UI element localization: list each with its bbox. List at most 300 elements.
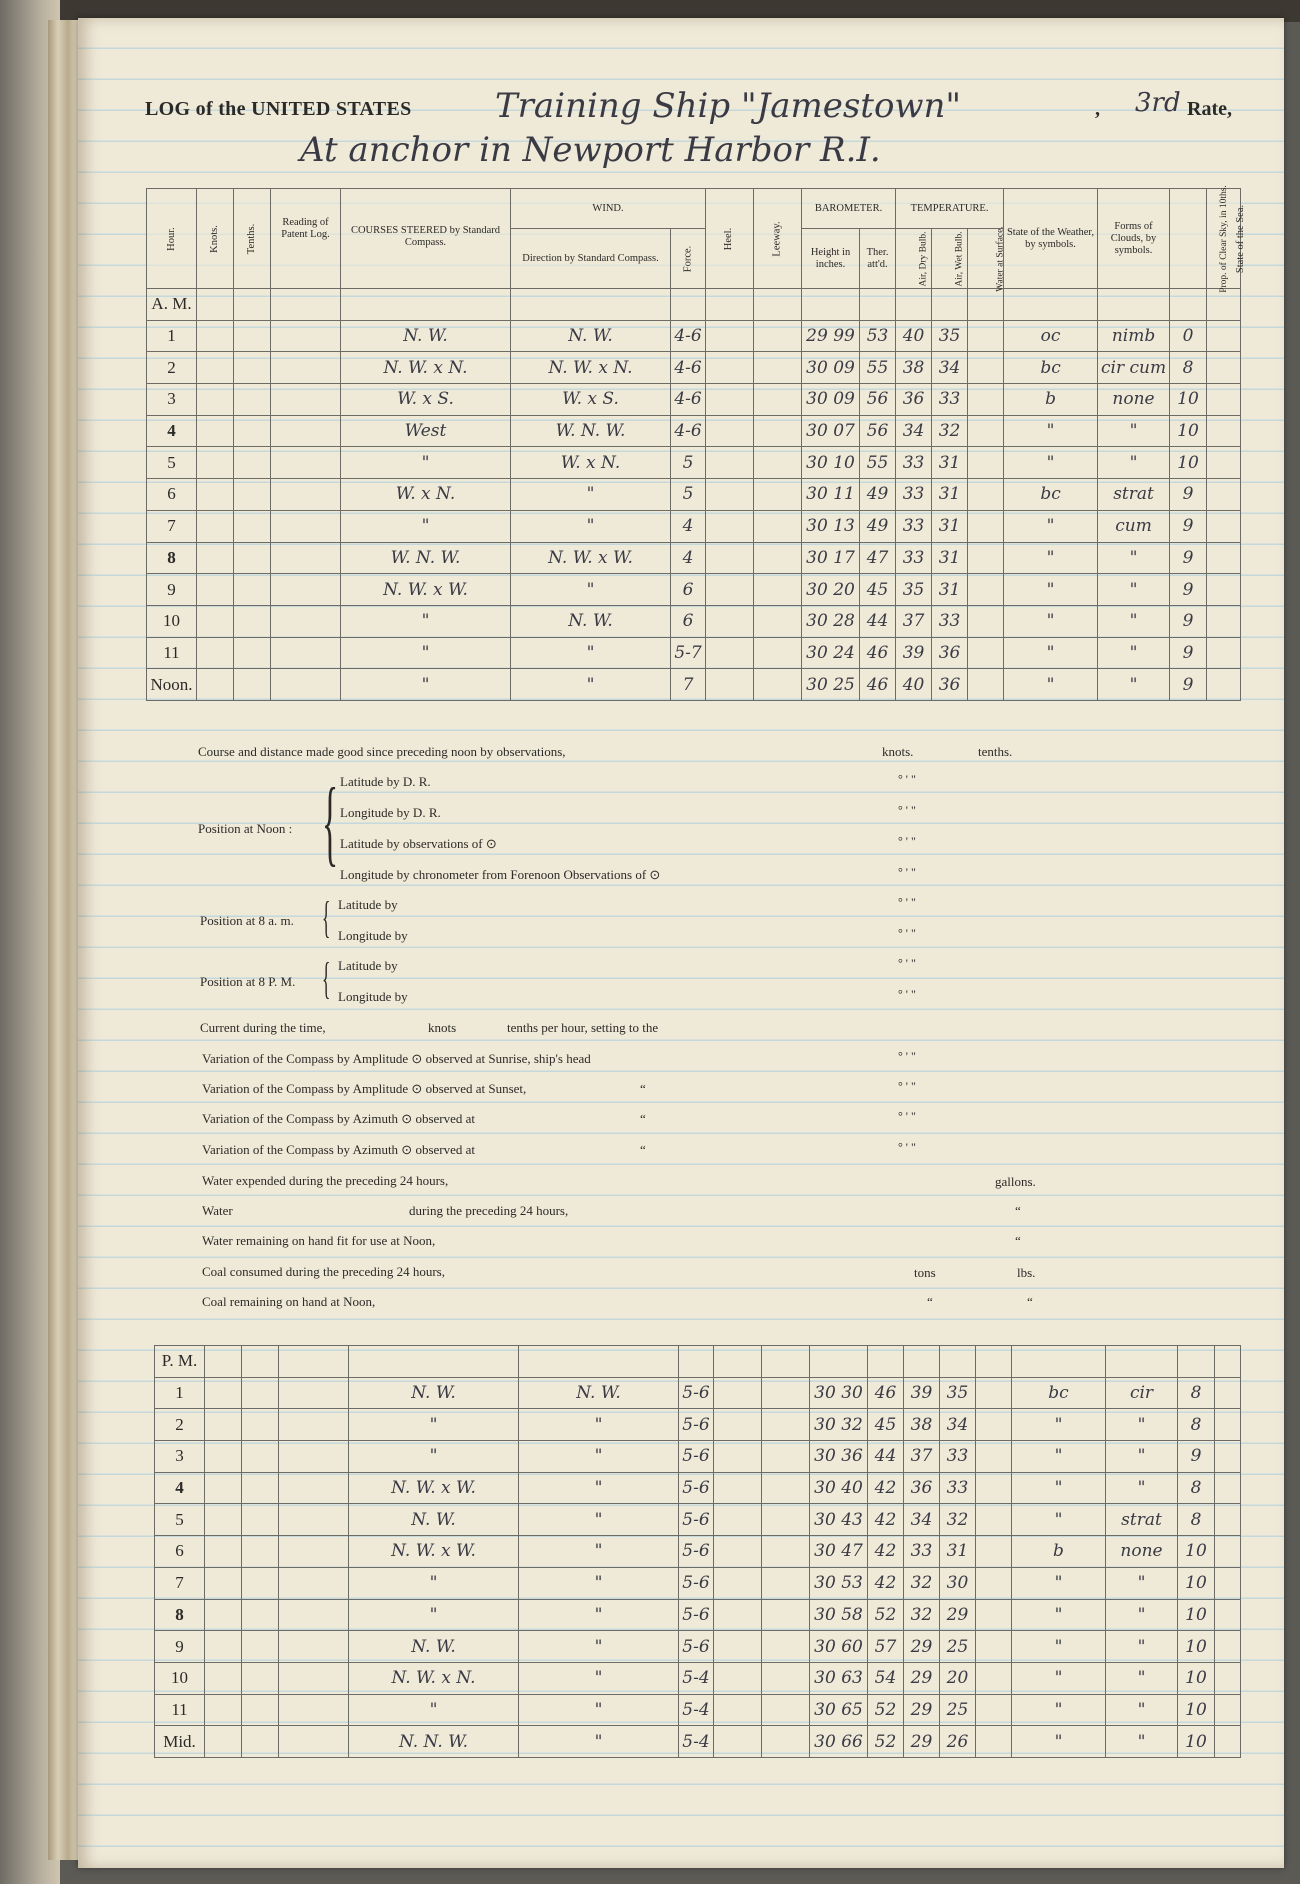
heel-cell	[706, 352, 754, 384]
leeway-cell	[754, 447, 802, 479]
course-cell: N. W. x N.	[341, 352, 511, 384]
heel-cell	[714, 1409, 762, 1441]
sea-cell	[1207, 447, 1241, 479]
deg-marks: ° ' "	[898, 803, 916, 817]
air-dry-cell: 33	[896, 510, 932, 542]
leeway-cell	[754, 510, 802, 542]
tenths-cell	[242, 1599, 279, 1631]
am-row	[147, 605, 1241, 637]
leeway-cell	[762, 1377, 810, 1409]
air-wet-cell: 35	[932, 320, 968, 352]
hour-cell: 1	[147, 320, 197, 352]
tenths-cell	[234, 605, 271, 637]
water-surface-cell	[968, 510, 1004, 542]
knots-cell	[205, 1504, 242, 1536]
hour-cell: 1	[155, 1377, 205, 1409]
knots-cell	[205, 1472, 242, 1504]
air-dry-cell: 33	[896, 542, 932, 574]
col-air-dry: Air, Dry Bulb.	[896, 229, 932, 289]
clouds-cell: nimb	[1098, 320, 1170, 352]
water-surface-cell	[976, 1441, 1012, 1473]
air-wet-cell: 33	[932, 605, 968, 637]
air-wet-cell: 31	[932, 447, 968, 479]
air-dry-cell: 29	[904, 1694, 940, 1726]
rate-label: Rate,	[1187, 98, 1232, 120]
barometer-height-cell: 30 24	[802, 637, 860, 669]
clear-sky-cell: 0	[1170, 320, 1207, 352]
wind-force-cell: 5-6	[679, 1599, 714, 1631]
tenths-cell	[242, 1536, 279, 1568]
sea-cell	[1215, 1472, 1241, 1504]
barometer-height-cell: 30 53	[810, 1567, 868, 1599]
sea-cell	[1215, 1441, 1241, 1473]
pm-row	[155, 1726, 1241, 1758]
barometer-ther-cell: 52	[868, 1726, 904, 1758]
lon-8am-label: Longitude by	[338, 928, 408, 943]
barometer-ther-cell: 55	[860, 352, 896, 384]
col-temperature: TEMPERATURE.	[896, 189, 1004, 229]
wind-direction-cell: "	[519, 1662, 679, 1694]
air-wet-cell: 26	[940, 1726, 976, 1758]
course-cell: N. W.	[341, 320, 511, 352]
pm-row	[155, 1599, 1241, 1631]
hour-cell: 11	[147, 637, 197, 669]
weather-cell: oc	[1004, 320, 1098, 352]
col-barometer: BAROMETER.	[802, 189, 896, 229]
patent-log-cell	[271, 605, 341, 637]
deg-marks: ° ' "	[898, 926, 916, 940]
weather-cell: bc	[1004, 479, 1098, 511]
patent-log-cell	[271, 447, 341, 479]
pm-row	[155, 1662, 1241, 1694]
heel-cell	[706, 479, 754, 511]
ship-name: Training Ship "Jamestown"	[495, 86, 962, 126]
am-row	[147, 510, 1241, 542]
weather-cell: "	[1004, 574, 1098, 606]
water-surface-cell	[968, 637, 1004, 669]
barometer-height-cell: 30 36	[810, 1441, 868, 1473]
clear-sky-cell: 8	[1178, 1504, 1215, 1536]
water-during-label: during the preceding 24 hours,	[409, 1203, 569, 1218]
course-cell: N. W. x W.	[349, 1472, 519, 1504]
wind-direction-cell: "	[519, 1726, 679, 1758]
barometer-height-cell: 30 09	[802, 384, 860, 416]
knots-cell	[197, 479, 234, 511]
var-azimuth1-label: Variation of the Compass by Azimuth ⊙ observed at	[202, 1111, 476, 1126]
barometer-height-cell: 30 17	[802, 542, 860, 574]
pm-row	[155, 1536, 1241, 1568]
wind-force-cell: 4-6	[671, 415, 706, 447]
patent-log-cell	[271, 479, 341, 511]
air-wet-cell: 25	[940, 1694, 976, 1726]
knots-cell	[205, 1599, 242, 1631]
wind-force-cell: 5-4	[679, 1694, 714, 1726]
tenths-label: tenths.	[978, 744, 1013, 759]
patent-log-cell	[271, 574, 341, 606]
clouds-cell: "	[1106, 1409, 1178, 1441]
col-sea: State of the Sea.	[1207, 189, 1241, 289]
hour-cell: 4	[155, 1472, 205, 1504]
weather-cell: "	[1004, 605, 1098, 637]
water-label: Water	[202, 1203, 233, 1218]
position-8pm-label: Position at 8 P. M.	[200, 974, 296, 989]
barometer-ther-cell: 56	[860, 415, 896, 447]
clear-sky-cell: 9	[1170, 637, 1207, 669]
barometer-height-cell: 30 47	[810, 1536, 868, 1568]
log-title: LOG of the UNITED STATES	[145, 98, 412, 120]
course-cell: "	[341, 669, 511, 701]
clouds-cell: "	[1106, 1567, 1178, 1599]
am-row	[147, 320, 1241, 352]
title-separator: ,	[1095, 98, 1100, 120]
air-wet-cell: 34	[932, 352, 968, 384]
hour-cell: 6	[155, 1536, 205, 1568]
col-leeway: Leeway.	[754, 189, 802, 289]
wind-force-cell: 4-6	[671, 352, 706, 384]
tenths-cell	[234, 384, 271, 416]
sea-cell	[1207, 320, 1241, 352]
heel-cell	[714, 1472, 762, 1504]
course-cell: "	[349, 1694, 519, 1726]
barometer-height-cell: 30 60	[810, 1631, 868, 1663]
air-dry-cell: 32	[904, 1567, 940, 1599]
course-cell: N. W. x N.	[349, 1662, 519, 1694]
hour-cell: 3	[155, 1441, 205, 1473]
wind-direction-cell: N. W.	[511, 605, 671, 637]
air-wet-cell: 36	[932, 637, 968, 669]
heel-cell	[714, 1631, 762, 1663]
clouds-cell: "	[1106, 1662, 1178, 1694]
leeway-cell	[762, 1662, 810, 1694]
lat-8am-label: Latitude by	[338, 897, 398, 912]
clear-sky-cell: 9	[1178, 1441, 1215, 1473]
clear-sky-cell: 10	[1170, 415, 1207, 447]
wind-direction-cell: W. x S.	[511, 384, 671, 416]
wind-direction-cell: W. N. W.	[511, 415, 671, 447]
am-row	[147, 637, 1241, 669]
knots-cell	[205, 1536, 242, 1568]
water-surface-cell	[968, 479, 1004, 511]
pm-log-table	[154, 1345, 1241, 1758]
col-heel: Heel.	[706, 189, 754, 289]
clouds-cell: "	[1098, 415, 1170, 447]
barometer-ther-cell: 54	[868, 1662, 904, 1694]
tenths-cell	[242, 1472, 279, 1504]
col-air-wet: Air, Wet Bulb.	[932, 229, 968, 289]
barometer-ther-cell: 57	[868, 1631, 904, 1663]
barometer-height-cell: 30 25	[802, 669, 860, 701]
wind-direction-cell: "	[519, 1567, 679, 1599]
pm-label: P. M.	[155, 1346, 205, 1378]
col-baro-height: Height in inches.	[802, 229, 860, 289]
leeway-cell	[762, 1441, 810, 1473]
air-dry-cell: 33	[896, 447, 932, 479]
clear-sky-cell: 10	[1178, 1567, 1215, 1599]
clouds-cell: cir cum	[1098, 352, 1170, 384]
weather-cell: b	[1012, 1536, 1106, 1568]
leeway-cell	[762, 1504, 810, 1536]
air-wet-cell: 25	[940, 1631, 976, 1663]
deg-marks: ° ' "	[898, 987, 916, 1001]
water-surface-cell	[968, 415, 1004, 447]
patent-log-cell	[279, 1726, 349, 1758]
col-knots: Knots.	[197, 189, 234, 289]
deg-marks: ° ' "	[898, 772, 916, 786]
hour-cell: 10	[155, 1662, 205, 1694]
air-wet-cell: 35	[940, 1377, 976, 1409]
sea-cell	[1215, 1694, 1241, 1726]
wind-force-cell: 5-6	[679, 1504, 714, 1536]
leeway-cell	[754, 479, 802, 511]
heel-cell	[714, 1441, 762, 1473]
sea-cell	[1207, 384, 1241, 416]
am-rows	[147, 289, 1241, 701]
sea-cell	[1215, 1662, 1241, 1694]
air-wet-cell: 33	[932, 384, 968, 416]
patent-log-cell	[279, 1567, 349, 1599]
water-surface-cell	[976, 1694, 1012, 1726]
leeway-cell	[762, 1631, 810, 1663]
sea-cell	[1207, 479, 1241, 511]
hour-cell: 9	[155, 1631, 205, 1663]
weather-cell: "	[1004, 510, 1098, 542]
barometer-height-cell: 30 28	[802, 605, 860, 637]
patent-log-cell	[271, 352, 341, 384]
clear-sky-cell: 9	[1170, 605, 1207, 637]
current-knots-label: knots	[428, 1020, 457, 1035]
air-wet-cell: 31	[932, 542, 968, 574]
clear-sky-cell: 10	[1170, 384, 1207, 416]
lon-dr-label: Longitude by D. R.	[340, 805, 441, 820]
wind-direction-cell: N. W. x W.	[511, 542, 671, 574]
patent-log-cell	[279, 1409, 349, 1441]
sea-cell	[1215, 1377, 1241, 1409]
pm-row	[155, 1409, 1241, 1441]
8am-brace: {	[322, 893, 331, 942]
clear-sky-cell: 10	[1178, 1726, 1215, 1758]
wind-direction-cell: "	[519, 1536, 679, 1568]
sea-cell	[1215, 1536, 1241, 1568]
patent-log-cell	[279, 1441, 349, 1473]
wind-direction-cell: "	[511, 510, 671, 542]
lbs-label: lbs.	[1017, 1265, 1036, 1280]
clear-sky-cell: 10	[1178, 1631, 1215, 1663]
am-row	[147, 574, 1241, 606]
barometer-ther-cell: 52	[868, 1694, 904, 1726]
heel-cell	[706, 510, 754, 542]
tenths-cell	[242, 1662, 279, 1694]
weather-cell: bc	[1012, 1377, 1106, 1409]
clear-sky-cell: 9	[1170, 510, 1207, 542]
knots-cell	[197, 352, 234, 384]
course-cell: "	[341, 605, 511, 637]
knots-cell	[205, 1694, 242, 1726]
barometer-height-cell: 30 43	[810, 1504, 868, 1536]
var-sunset-label: Variation of the Compass by Amplitude ⊙ observed at Sunset,	[202, 1081, 527, 1096]
tenths-cell	[234, 447, 271, 479]
deg-marks: ° ' "	[898, 1079, 916, 1093]
patent-log-cell	[279, 1536, 349, 1568]
hour-cell: 6	[147, 479, 197, 511]
air-dry-cell: 38	[896, 352, 932, 384]
heel-cell	[706, 320, 754, 352]
pm-rows	[155, 1346, 1241, 1758]
sea-cell	[1207, 415, 1241, 447]
ship-location: At anchor in Newport Harbor R.I.	[300, 130, 881, 170]
patent-log-cell	[279, 1694, 349, 1726]
am-row	[147, 542, 1241, 574]
wind-direction-cell: "	[519, 1694, 679, 1726]
clouds-cell: "	[1106, 1472, 1178, 1504]
tenths-cell	[234, 479, 271, 511]
tenths-cell	[234, 415, 271, 447]
weather-cell: "	[1012, 1472, 1106, 1504]
clouds-cell: cir	[1106, 1377, 1178, 1409]
leeway-cell	[762, 1694, 810, 1726]
current-label: Current during the time,	[200, 1020, 326, 1035]
col-wind: WIND.	[511, 189, 706, 229]
deg-marks: ° ' "	[898, 834, 916, 848]
clouds-cell: "	[1106, 1694, 1178, 1726]
water-surface-cell	[968, 574, 1004, 606]
heel-cell	[706, 605, 754, 637]
sea-cell	[1215, 1567, 1241, 1599]
barometer-height-cell: 30 63	[810, 1662, 868, 1694]
pm-row	[155, 1441, 1241, 1473]
wind-direction-cell: "	[519, 1441, 679, 1473]
patent-log-cell	[279, 1631, 349, 1663]
am-row	[147, 415, 1241, 447]
wind-force-cell: 5-6	[679, 1409, 714, 1441]
book-page-edges	[48, 20, 78, 1860]
barometer-ther-cell: 49	[860, 510, 896, 542]
hour-cell: 4	[147, 415, 197, 447]
wind-force-cell: 6	[671, 574, 706, 606]
var-azimuth2-label: Variation of the Compass by Azimuth ⊙ observed at	[202, 1142, 476, 1157]
sea-cell	[1207, 574, 1241, 606]
clouds-cell: strat	[1098, 479, 1170, 511]
pm-row	[155, 1694, 1241, 1726]
hour-cell: 5	[147, 447, 197, 479]
leeway-cell	[762, 1409, 810, 1441]
pm-row	[155, 1472, 1241, 1504]
lat-dr-label: Latitude by D. R.	[340, 774, 431, 789]
air-dry-cell: 37	[896, 605, 932, 637]
tenths-cell	[242, 1409, 279, 1441]
wind-force-cell: 5-6	[679, 1536, 714, 1568]
weather-cell: "	[1004, 669, 1098, 701]
weather-cell: bc	[1004, 352, 1098, 384]
water-remaining-label: Water remaining on hand fit for use at Noon,	[202, 1233, 436, 1248]
knots-label: knots.	[882, 744, 914, 759]
tenths-cell	[234, 510, 271, 542]
tenths-cell	[242, 1631, 279, 1663]
clouds-cell: "	[1106, 1599, 1178, 1631]
am-row	[147, 447, 1241, 479]
wind-force-cell: 7	[671, 669, 706, 701]
hour-cell: 8	[147, 542, 197, 574]
col-wind-force: Force.	[671, 229, 706, 289]
wind-direction-cell: W. x N.	[511, 447, 671, 479]
water-surface-cell	[968, 352, 1004, 384]
clear-sky-cell: 10	[1178, 1662, 1215, 1694]
position-noon-label: Position at Noon :	[198, 821, 293, 836]
pm-row	[155, 1567, 1241, 1599]
tenths-cell	[234, 669, 271, 701]
heel-cell	[706, 542, 754, 574]
col-water-surface: Water at Surface.	[968, 229, 1004, 289]
hour-cell: 8	[155, 1599, 205, 1631]
hour-cell: 10	[147, 605, 197, 637]
coal-lbs-ditto: “	[1027, 1294, 1033, 1309]
water-surface-cell	[968, 542, 1004, 574]
water-surface-cell	[968, 384, 1004, 416]
weather-cell: b	[1004, 384, 1098, 416]
hour-cell: Noon.	[147, 669, 197, 701]
knots-cell	[197, 574, 234, 606]
weather-cell: "	[1012, 1694, 1106, 1726]
wind-direction-cell: "	[511, 669, 671, 701]
col-tenths: Tenths.	[234, 189, 271, 289]
sea-cell	[1207, 510, 1241, 542]
pm-row	[155, 1631, 1241, 1663]
clouds-cell: "	[1098, 447, 1170, 479]
wind-force-cell: 6	[671, 605, 706, 637]
air-dry-cell: 29	[904, 1631, 940, 1663]
course-cell: N. W.	[349, 1504, 519, 1536]
deg-marks: ° ' "	[898, 865, 916, 879]
barometer-height-cell: 30 66	[810, 1726, 868, 1758]
wind-force-cell: 5-6	[679, 1377, 714, 1409]
heel-cell	[714, 1536, 762, 1568]
air-wet-cell: 30	[940, 1567, 976, 1599]
barometer-ther-cell: 56	[860, 384, 896, 416]
wind-direction-cell: "	[511, 574, 671, 606]
course-cell: W. N. W.	[341, 542, 511, 574]
clear-sky-cell: 10	[1178, 1536, 1215, 1568]
8pm-brace: {	[322, 954, 331, 1003]
patent-log-cell	[271, 320, 341, 352]
tenths-cell	[234, 542, 271, 574]
am-row	[147, 669, 1241, 701]
clear-sky-cell: 9	[1170, 669, 1207, 701]
leeway-cell	[754, 542, 802, 574]
barometer-ther-cell: 45	[860, 574, 896, 606]
sea-cell	[1215, 1631, 1241, 1663]
col-patent-log: Reading of Patent Log.	[271, 189, 341, 289]
course-cell: "	[349, 1441, 519, 1473]
air-dry-cell: 34	[904, 1504, 940, 1536]
water-surface-cell	[976, 1599, 1012, 1631]
sea-cell	[1207, 637, 1241, 669]
weather-cell: "	[1012, 1567, 1106, 1599]
weather-cell: "	[1012, 1504, 1106, 1536]
barometer-ther-cell: 42	[868, 1472, 904, 1504]
wind-direction-cell: "	[511, 637, 671, 669]
weather-cell: "	[1012, 1631, 1106, 1663]
lat-8pm-label: Latitude by	[338, 958, 398, 973]
wind-force-cell: 4-6	[671, 320, 706, 352]
sea-cell	[1215, 1409, 1241, 1441]
barometer-height-cell: 30 30	[810, 1377, 868, 1409]
air-dry-cell: 37	[904, 1441, 940, 1473]
leeway-cell	[754, 605, 802, 637]
weather-cell: "	[1012, 1662, 1106, 1694]
heel-cell	[706, 574, 754, 606]
air-wet-cell: 33	[940, 1441, 976, 1473]
wind-force-cell: 5	[671, 479, 706, 511]
wind-force-cell: 5-6	[679, 1567, 714, 1599]
